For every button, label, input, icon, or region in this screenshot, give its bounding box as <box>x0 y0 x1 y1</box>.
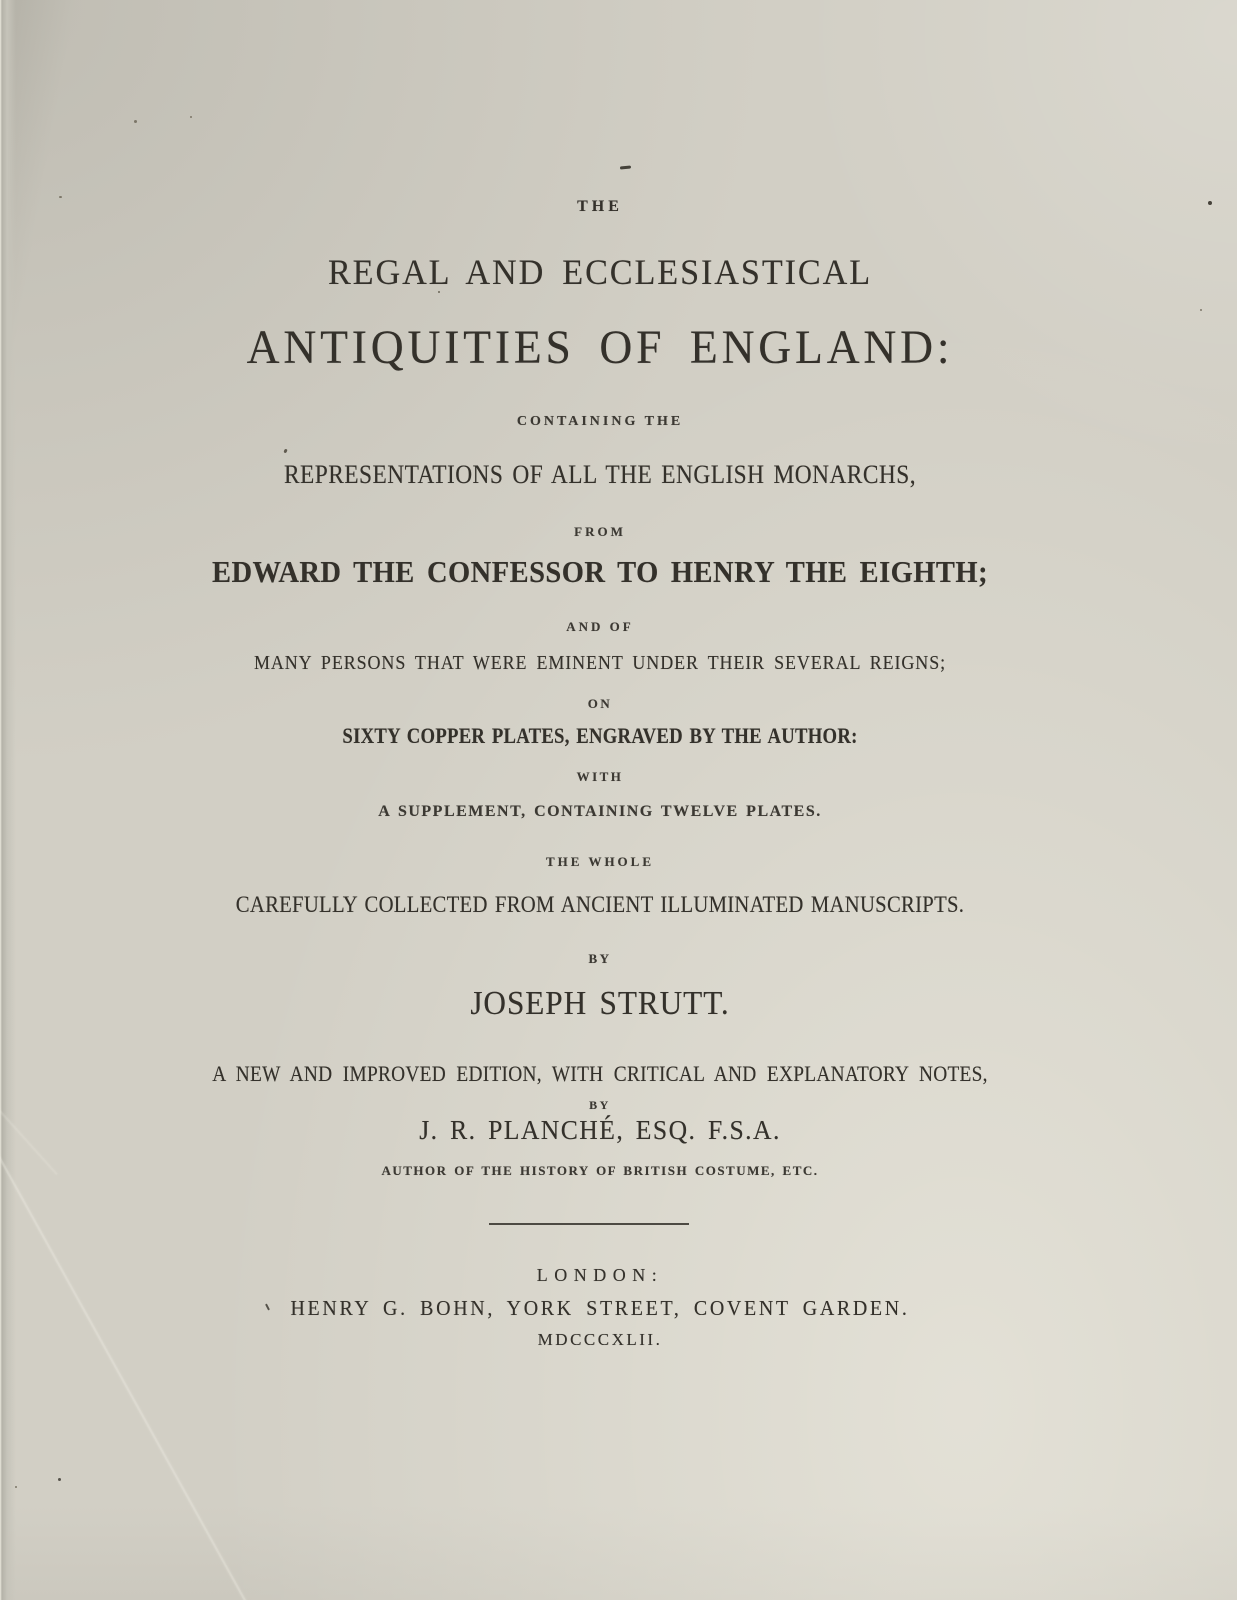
from-label: FROM <box>574 524 626 539</box>
editor-name: J. R. PLANCHÉ, ESQ. F.S.A. <box>419 1115 781 1145</box>
contents-line: REPRESENTATIONS OF ALL THE ENGLISH MONARCHS, <box>283 460 917 489</box>
with-label: WITH <box>576 769 624 784</box>
imprint-divider <box>489 1223 689 1225</box>
collected-line: CAREFULLY COLLECTED FROM ANCIENT ILLUMINATED MANUSCRIPTS. <box>235 892 965 917</box>
monarch-range-line: EDWARD THE CONFESSOR TO HENRY THE EIGHTH; <box>211 554 989 589</box>
on-label: ON <box>587 696 613 711</box>
edition-line: A NEW AND IMPROVED EDITION, WITH CRITICAL AND EXPLANATORY NOTES, <box>212 1061 988 1086</box>
title-text-block <box>2 0 1198 1600</box>
kicker-the: THE <box>577 198 623 215</box>
by-label-author: BY <box>588 951 612 966</box>
author-name: JOSEPH STRUTT. <box>470 985 730 1022</box>
the-whole-label: THE WHOLE <box>545 854 655 869</box>
containing-label: CONTAINING THE <box>516 414 684 429</box>
plates-line: SIXTY COPPER PLATES, ENGRAVED BY THE AUTHOR: <box>342 723 858 748</box>
editor-credit: AUTHOR OF THE HISTORY OF BRITISH COSTUME, ETC. <box>381 1163 819 1178</box>
imprint-city: LONDON: <box>536 1265 664 1285</box>
paper-speck <box>1208 201 1212 205</box>
main-title: ANTIQUITIES OF ENGLAND: <box>246 321 954 374</box>
by-label-editor: BY <box>589 1098 611 1112</box>
persons-line: MANY PERSONS THAT WERE EMINENT UNDER THEIR SEVERAL REIGNS; <box>253 652 947 674</box>
imprint-publisher: HENRY G. BOHN, YORK STREET, COVENT GARDEN. <box>290 1296 910 1320</box>
imprint-year: MDCCCXLII. <box>537 1330 663 1349</box>
paper-speck <box>1200 309 1202 311</box>
supplement-line: A SUPPLEMENT, CONTAINING TWELVE PLATES. <box>378 803 822 820</box>
and-of-label: AND OF <box>566 619 634 634</box>
series-title: REGAL AND ECCLESIASTICAL <box>327 252 873 292</box>
